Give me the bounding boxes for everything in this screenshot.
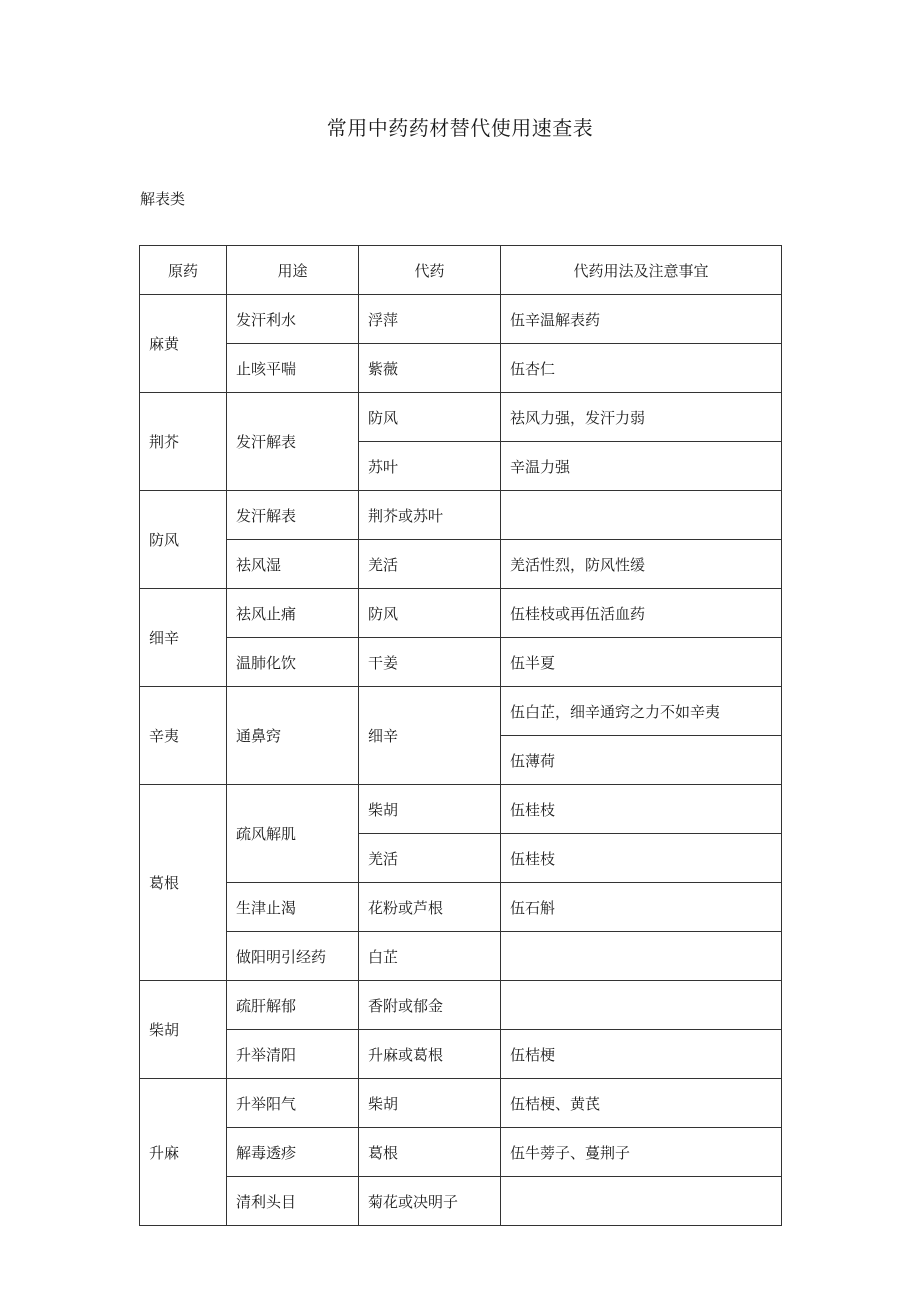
table-row [140, 638, 782, 687]
document-title: 常用中药药材替代使用速查表 [326, 116, 594, 140]
substitute-cell: 柴胡 [359, 1079, 501, 1128]
use-cell: 疏肝解郁 [227, 981, 359, 1030]
original-herb-cell: 细辛 [140, 589, 227, 687]
substitute-cell: 花粉或芦根 [359, 883, 501, 932]
usage-note-cell: 伍石斛 [501, 883, 782, 932]
substitute-cell: 干姜 [359, 638, 501, 687]
use-cell: 做阳明引经药 [227, 932, 359, 981]
header-original-herb: 原药 [140, 246, 227, 295]
header-usage-notes: 代药用法及注意事宜 [501, 246, 782, 295]
substitute-cell: 升麻或葛根 [359, 1030, 501, 1079]
substitute-cell: 羌活 [359, 540, 501, 589]
usage-note-cell: 伍桔梗 [501, 1030, 782, 1079]
use-cell: 升举阳气 [227, 1079, 359, 1128]
usage-note-cell: 伍桂枝或再伍活血药 [501, 589, 782, 638]
usage-note-cell: 辛温力强 [501, 442, 782, 491]
table-row [140, 491, 782, 540]
original-herb-cell: 柴胡 [140, 981, 227, 1079]
table-row [140, 540, 782, 589]
usage-note-cell: 羌活性烈，防风性缓 [501, 540, 782, 589]
substitute-cell: 荆芥或苏叶 [359, 491, 501, 540]
substitute-cell: 葛根 [359, 1128, 501, 1177]
use-cell: 发汗利水 [227, 295, 359, 344]
table-row [140, 1128, 782, 1177]
table-row [140, 344, 782, 393]
section-heading: 解表类 [140, 190, 186, 208]
usage-note-cell [501, 491, 782, 540]
usage-note-cell: 伍桂枝 [501, 785, 782, 834]
substitute-cell: 白芷 [359, 932, 501, 981]
table-row [140, 932, 782, 981]
use-cell: 温肺化饮 [227, 638, 359, 687]
substitute-cell: 紫薇 [359, 344, 501, 393]
use-cell: 疏风解肌 [227, 785, 359, 883]
substitute-cell: 柴胡 [359, 785, 501, 834]
table-header-row [140, 246, 782, 295]
usage-note-cell: 伍半夏 [501, 638, 782, 687]
table-row [140, 1079, 782, 1128]
table-row [140, 1030, 782, 1079]
use-cell: 生津止渴 [227, 883, 359, 932]
table-row [140, 687, 782, 736]
usage-note-cell: 伍薄荷 [501, 736, 782, 785]
table-row [140, 785, 782, 834]
usage-note-cell [501, 932, 782, 981]
original-herb-cell: 麻黄 [140, 295, 227, 393]
usage-note-cell: 伍白芷，细辛通窍之力不如辛夷 [501, 687, 782, 736]
use-cell: 清利头目 [227, 1177, 359, 1226]
usage-note-cell [501, 1177, 782, 1226]
table-row [140, 589, 782, 638]
original-herb-cell: 升麻 [140, 1079, 227, 1226]
header-use: 用途 [227, 246, 359, 295]
substitute-cell: 细辛 [359, 687, 501, 785]
use-cell: 祛风湿 [227, 540, 359, 589]
herb-substitution-table [139, 245, 782, 1226]
use-cell: 升举清阳 [227, 1030, 359, 1079]
substitute-cell: 浮萍 [359, 295, 501, 344]
original-herb-cell: 辛夷 [140, 687, 227, 785]
table-row [140, 1177, 782, 1226]
use-cell: 祛风止痛 [227, 589, 359, 638]
substitute-cell: 防风 [359, 589, 501, 638]
usage-note-cell: 伍杏仁 [501, 344, 782, 393]
usage-note-cell: 伍牛蒡子、蔓荆子 [501, 1128, 782, 1177]
original-herb-cell: 荆芥 [140, 393, 227, 491]
original-herb-cell: 防风 [140, 491, 227, 589]
use-cell: 发汗解表 [227, 393, 359, 491]
substitute-cell: 苏叶 [359, 442, 501, 491]
usage-note-cell [501, 981, 782, 1030]
use-cell: 通鼻窍 [227, 687, 359, 785]
usage-note-cell: 祛风力强，发汗力弱 [501, 393, 782, 442]
usage-note-cell: 伍辛温解表药 [501, 295, 782, 344]
substitute-cell: 菊花或决明子 [359, 1177, 501, 1226]
table-row [140, 883, 782, 932]
use-cell: 止咳平喘 [227, 344, 359, 393]
table-row [140, 981, 782, 1030]
substitute-cell: 香附或郁金 [359, 981, 501, 1030]
usage-note-cell: 伍桔梗、黄芪 [501, 1079, 782, 1128]
original-herb-cell: 葛根 [140, 785, 227, 981]
use-cell: 发汗解表 [227, 491, 359, 540]
usage-note-cell: 伍桂枝 [501, 834, 782, 883]
use-cell: 解毒透疹 [227, 1128, 359, 1177]
substitute-cell: 羌活 [359, 834, 501, 883]
table-row [140, 393, 782, 442]
substitute-cell: 防风 [359, 393, 501, 442]
header-substitute: 代药 [359, 246, 501, 295]
table-row [140, 295, 782, 344]
